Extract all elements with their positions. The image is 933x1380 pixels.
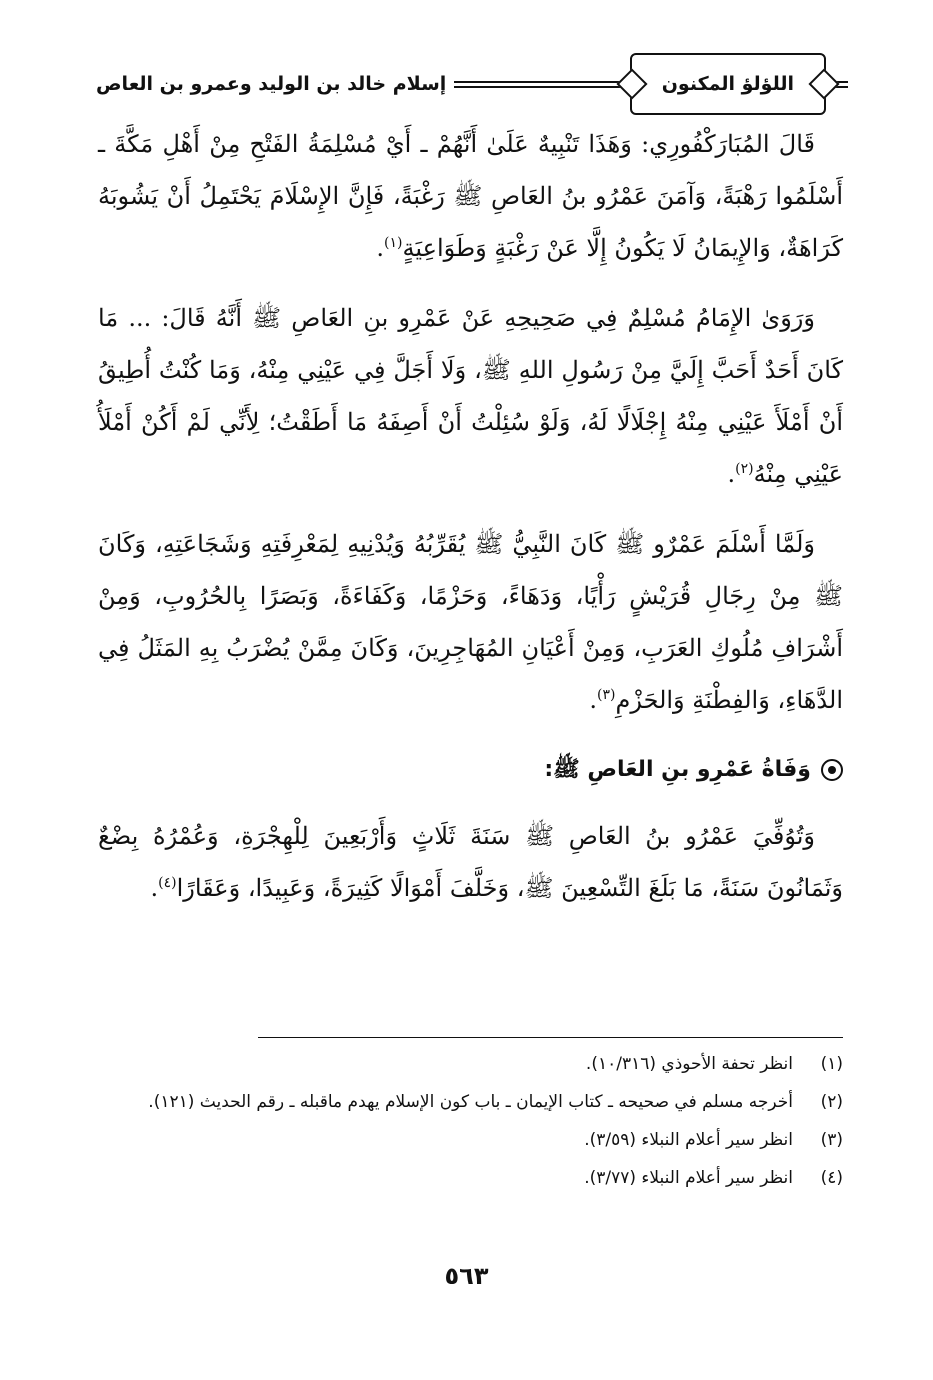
footnote-number: (٣) [820, 1130, 843, 1150]
footnote-ref-2: (٢) [735, 461, 754, 477]
header-rule-left [454, 81, 621, 88]
footnotes [98, 1045, 843, 1197]
flower-bullet-icon [821, 759, 843, 781]
paragraph-1: قَالَ المُبَارَكْفُورِي: وَهَذَا تَنْبِيهٌ عَلَىٰ أَنَّهُمْ ـ أَيْ مُسْلِمَةُ الفَتْحِ مِنْ أَهْلِ مَكَّةَ ـ أَسْلَمُوا رَهْبَةً، وَآمَنَ عَمْرُو بنُ العَاصِ ﷺ رَغْبَةً، فَإِنَّ الإِسْلَامَ يَحْتَمِلُ أَنْ يَشُوبَهُ كَرَاهَةٌ، وَالإِيمَانُ لَا يَكُونُ إِلَّا عَنْ رَغْبَةٍ وَطَوَاعِيَةٍ$^{(١)}$. [98, 130, 843, 262]
main-text [98, 118, 843, 932]
footnote-item [98, 1045, 843, 1083]
footnote-item [98, 1121, 843, 1159]
paragraph-3: وَلَمَّا أَسْلَمَ عَمْرٌو ﷺ كَانَ النَّبِيُّ ﷺ يُقَرِّبُهُ وَيُدْنِيهِ لِمَعْرِفَتِهِ وَشَجَاعَتِهِ، وَكَانَ ﷺ مِنْ رِجَالِ قُرَيْشٍ رَأْيًا، وَدَهَاءً، وَحَزْمًا، وَكَفَاءَةً، وَبَصَرًا بِالحُرُوبِ، وَمِنْ أَشْرَافِ مُلُوكِ العَرَبِ، وَمِنْ أَعْيَانِ المُهَاجِرِينَ، وَكَانَ مِمَّنْ يُضْرَبُ بِهِ المَثَلُ فِي الدَّهَاءِ، وَالفِطْنَةِ وَالحَزْمِ$^{(٣)}$. [98, 530, 843, 714]
paragraph-2-text: وَرَوَىٰ الإِمَامُ مُسْلِمٌ فِي صَحِيحِهِ عَنْ عَمْرِو بنِ العَاصِ ﷺ أَنَّهُ قَالَ: ... مَا كَانَ أَحَدٌ أَحَبَّ إِلَيَّ مِنْ رَسُولِ اللهِ ﷺ، وَلَا أَجَلَّ فِي عَيْنِي مِنْهُ، وَمَا كُنْتُ أُطِيقُ أَنْ أَمْلَأَ عَيْنِي مِنْهُ إِجْلَالًا لَهُ، وَلَوْ سُئِلْتُ أَنْ أَصِفَهُ مَا أَطَقْتُ؛ لِأَنِّي لَمْ أَكُنْ أَمْلَأُ عَيْنِي مِنْهُ [98, 304, 843, 488]
footnote-ref-3: (٣) [597, 687, 616, 703]
footnote-item [98, 1159, 843, 1197]
footnote-text: أخرجه مسلم في صحيحه ـ كتاب الإيمان ـ باب كون الإسلام يهدم ماقبله ـ رقم الحديث (١٢١). [148, 1092, 793, 1112]
paragraph-1-text: قَالَ المُبَارَكْفُورِي: وَهَذَا تَنْبِيهٌ عَلَىٰ أَنَّهُمْ ـ أَيْ مُسْلِمَةُ الفَتْحِ مِنْ أَهْلِ مَكَّةَ ـ أَسْلَمُوا رَهْبَةً، وَآمَنَ عَمْرُو بنُ العَاصِ ﷺ رَغْبَةً، فَإِنَّ الإِسْلَامَ يَحْتَمِلُ أَنْ يَشُوبَهُ كَرَاهَةٌ، وَالإِيمَانُ لَا يَكُونُ إِلَّا عَنْ رَغْبَةٍ وَطَوَاعِيَةٍ [98, 130, 843, 262]
running-header [88, 50, 848, 118]
book-title-ornament [630, 53, 826, 115]
footnote-text: انظر سير أعلام النبلاء (٣/٧٧). [584, 1168, 793, 1188]
book-title: اللؤلؤ المكنون [661, 73, 794, 95]
paragraph-4: وَتُوُفِّيَ عَمْرُو بنُ العَاصِ ﷺ سَنَةَ ثَلَاثٍ وَأَرْبَعِينَ لِلْهِجْرَةِ، وَعُمْرُهُ بِضْعٌ وَثَمَانُونَ سَنَةً، مَا بَلَغَ التِّسْعِينَ ﷺ، وَخَلَّفَ أَمْوَالًا كَثِيرَةً، وَعَبِيدًا، وَعَقَارًا$^{(٤)}$. [98, 822, 843, 902]
footnote-item [98, 1083, 843, 1121]
page-number: ٥٦٣ [444, 1262, 489, 1290]
paragraph-2: وَرَوَىٰ الإِمَامُ مُسْلِمٌ فِي صَحِيحِهِ عَنْ عَمْرِو بنِ العَاصِ ﷺ أَنَّهُ قَالَ: ... مَا كَانَ أَحَدٌ أَحَبَّ إِلَيَّ مِنْ رَسُولِ اللهِ ﷺ، وَلَا أَجَلَّ فِي عَيْنِي مِنْهُ، وَمَا كُنْتُ أُطِيقُ أَنْ أَمْلَأَ عَيْنِي مِنْهُ إِجْلَالًا لَهُ، وَلَوْ سُئِلْتُ أَنْ أَصِفَهُ مَا أَطَقْتُ؛ لِأَنِّي لَمْ أَكُنْ أَمْلَأُ عَيْنِي مِنْهُ$^{(٢)}$. [98, 304, 843, 488]
section-heading [98, 744, 843, 796]
section-heading-text: وَفَاةُ عَمْرِو بنِ العَاصِ ﷺ: [544, 757, 811, 782]
footnote-text: انظر سير أعلام النبلاء (٣/٥٩). [584, 1130, 793, 1150]
footnote-text: انظر تحفة الأحوذي (١٠/٣١٦). [585, 1054, 793, 1074]
footnote-separator [258, 1037, 843, 1038]
footnote-ref-4: (٤) [158, 875, 177, 891]
footnote-ref-1: (١) [384, 235, 403, 251]
paragraph-3-text: وَلَمَّا أَسْلَمَ عَمْرٌو ﷺ كَانَ النَّبِيُّ ﷺ يُقَرِّبُهُ وَيُدْنِيهِ لِمَعْرِفَتِهِ وَشَجَاعَتِهِ، وَكَانَ ﷺ مِنْ رِجَالِ قُرَيْشٍ رَأْيًا، وَدَهَاءً، وَحَزْمًا، وَكَفَاءَةً، وَبَصَرًا بِالحُرُوبِ، وَمِنْ أَشْرَافِ مُلُوكِ العَرَبِ، وَمِنْ أَعْيَانِ المُهَاجِرِينَ، وَكَانَ مِمَّنْ يُضْرَبُ بِهِ المَثَلُ فِي الدَّهَاءِ، وَالفِطْنَةِ وَالحَزْمِ [98, 530, 843, 714]
footnote-number: (٤) [820, 1168, 843, 1188]
chapter-title: إسلام خالد بن الوليد وعمرو بن العاص [96, 73, 447, 95]
footnote-number: (٢) [820, 1092, 843, 1112]
footnote-number: (١) [820, 1054, 843, 1074]
paragraph-4-text: وَتُوُفِّيَ عَمْرُو بنُ العَاصِ ﷺ سَنَةَ ثَلَاثٍ وَأَرْبَعِينَ لِلْهِجْرَةِ، وَعُمْرُهُ بِضْعٌ وَثَمَانُونَ سَنَةً، مَا بَلَغَ التِّسْعِينَ ﷺ، وَخَلَّفَ أَمْوَالًا كَثِيرَةً، وَعَبِيدًا، وَعَقَارًا [98, 822, 843, 902]
